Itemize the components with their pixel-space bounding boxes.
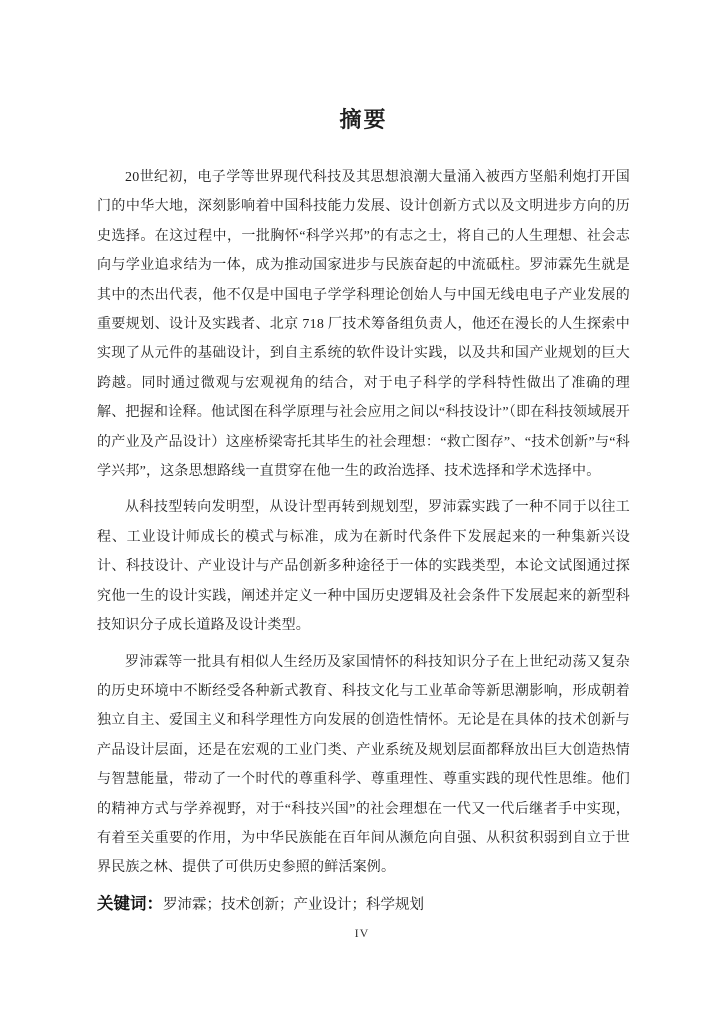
page-number: IV: [354, 926, 370, 940]
abstract-paragraph-2: 从科技型转向发明型，从设计型再转到规划型，罗沛霖实践了一种不同于以往工程、工业设计师成长的模式与标准，成为在新时代条件下发展起来的一种集新兴设计、科技设计、产业设计与产品创新多种途径于一体的实践类型，本论文试图通过探究他一生的设计实践，阐述并定义一种中国历史逻辑及社会条件下发展起来的新型科技知识分子成长道路及设计类型。: [97, 500, 630, 634]
abstract-paragraph-3: 罗沛霖等一批具有相似人生经历及家国情怀的科技知识分子在上世纪动荡又复杂的历史环境中不断经受各种新式教育、科技文化与工业革命等新思潮影响，形成朝着独立自主、爱国主义和科学理性方向发展的创造性情怀。无论是在具体的技术创新与产品设计层面，还是在宏观的工业门类、产业系统及规划层面都释放出巨大创造热情与智慧能量，带动了一个时代的尊重科学、尊重理性、尊重实践的现代性思维。他们的精神方式与学养视野，对于“科技兴国”的社会理想在一代又一代后继者手中实现，有着至关重要的作用，为中华民族能在百年间从濒危向自强、从积贫积弱到自立于世界民族之林、提供了可供历史参照的鲜活案例。: [97, 654, 630, 876]
keywords-text: 罗沛霖；技术创新；产业设计；科学规划: [163, 896, 424, 913]
keywords-line: [97, 890, 630, 920]
keywords-label: 关键词：: [97, 894, 163, 913]
page-content: [97, 104, 630, 920]
abstract-paragraph-1: 20世纪初，电子学等世界现代科技及其思想浪潮大量涌入被西方坚船利炮打开国门的中华大地，深刻影响着中国科技能力发展、设计创新方式以及文明进步方向的历史选择。在这过程中，一批胸怀“科学兴邦”的有志之士，将自己的人生理想、社会志向与学业追求结为一体，成为推动国家进步与民族奋起的中流砥柱。罗沛霖先生就是其中的杰出代表，他不仅是中国电子学学科理论创始人与中国无线电电子产业发展的重要规划、设计及实践者、北京 718 厂技术筹备组负责人，他还在漫长的人生探索中实现了从元件的基础设计，到自主系统的软件设计实践，以及共和国产业规划的巨大跨越。同时通过微观与宏观视角的结合，对于电子科学的学科特性做出了准确的理解、把握和诠释。他试图在科学原理与社会应用之间以“科技设计”（即在科技领域展开的产业及产品设计）这座桥梁寄托其毕生的社会理想：“救亡图存”、“技术创新”与“科学兴邦”，这条思想路线一直贯穿在他一生的政治选择、技术选择和学术选择中。: [97, 170, 630, 480]
page-title: 摘要: [339, 107, 388, 132]
